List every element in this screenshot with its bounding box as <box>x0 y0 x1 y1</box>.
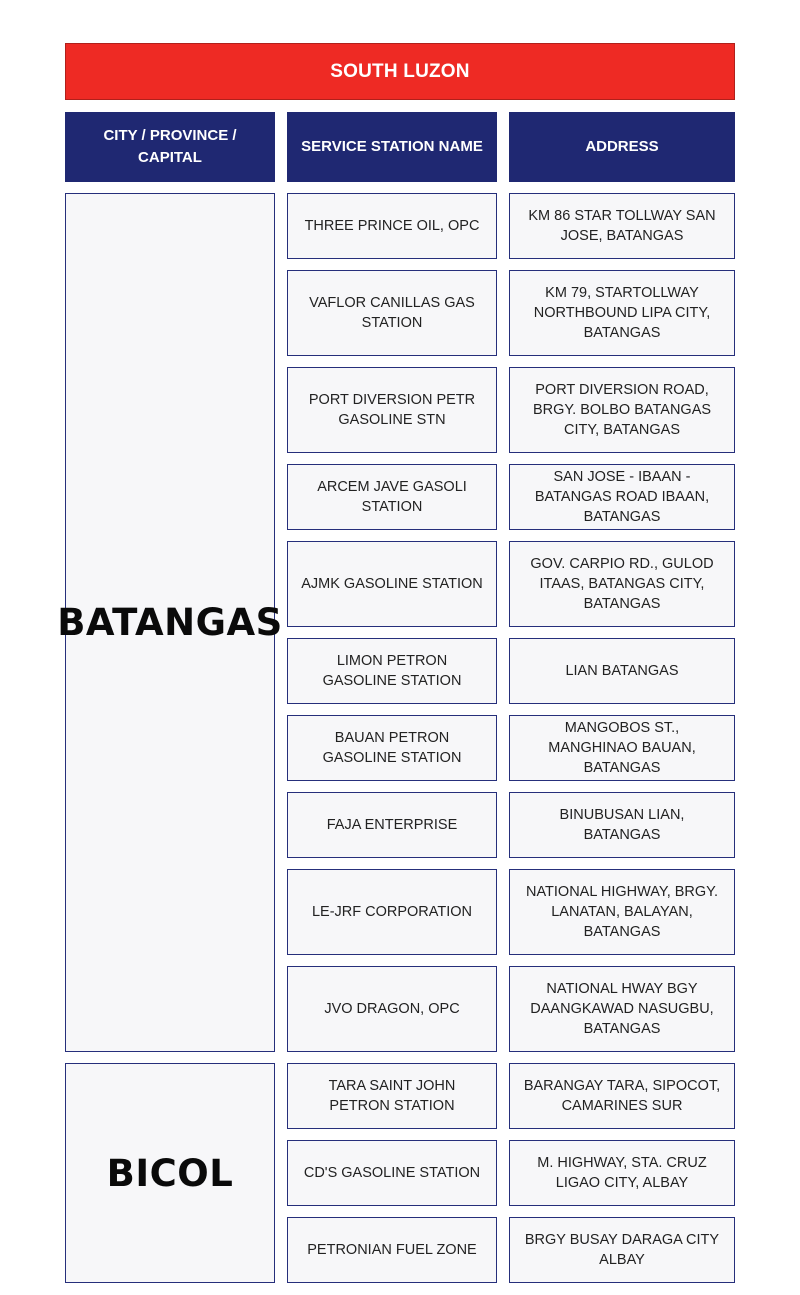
station-address-cell: MANGOBOS ST., MANGHINAO BAUAN, BATANGAS <box>509 715 735 781</box>
station-address-cell: NATIONAL HWAY BGY DAANGKAWAD NASUGBU, BATANGAS <box>509 966 735 1052</box>
station-address-cell: M. HIGHWAY, STA. CRUZ LIGAO CITY, ALBAY <box>509 1140 735 1206</box>
station-address-cell: BARANGAY TARA, SIPOCOT, CAMARINES SUR <box>509 1063 735 1129</box>
station-address-cell: PORT DIVERSION ROAD, BRGY. BOLBO BATANGAS CITY, BATANGAS <box>509 367 735 453</box>
station-address-cell: BINUBUSAN LIAN, BATANGAS <box>509 792 735 858</box>
station-address-cell: LIAN BATANGAS <box>509 638 735 704</box>
station-name-cell: LE-JRF CORPORATION <box>287 869 497 955</box>
station-address-cell: KM 86 STAR TOLLWAY SAN JOSE, BATANGAS <box>509 193 735 259</box>
station-address-cell: KM 79, STARTOLLWAY NORTHBOUND LIPA CITY, BATANGAS <box>509 270 735 356</box>
station-name-cell: BAUAN PETRON GASOLINE STATION <box>287 715 497 781</box>
station-address-cell: SAN JOSE - IBAAN - BATANGAS ROAD IBAAN, BATANGAS <box>509 464 735 530</box>
header-address: ADDRESS <box>509 112 735 182</box>
station-name-cell: AJMK GASOLINE STATION <box>287 541 497 627</box>
station-name-cell: LIMON PETRON GASOLINE STATION <box>287 638 497 704</box>
region-title-banner: SOUTH LUZON <box>65 43 735 100</box>
station-name-cell: JVO DRAGON, OPC <box>287 966 497 1052</box>
station-name-cell: PETRONIAN FUEL ZONE <box>287 1217 497 1283</box>
station-name-cell: CD'S GASOLINE STATION <box>287 1140 497 1206</box>
station-address-cell: BRGY BUSAY DARAGA CITY ALBAY <box>509 1217 735 1283</box>
station-name-cell: ARCEM JAVE GASOLI STATION <box>287 464 497 530</box>
station-address-cell: GOV. CARPIO RD., GULOD ITAAS, BATANGAS CITY, BATANGAS <box>509 541 735 627</box>
header-province: CITY / PROVINCE / CAPITAL <box>65 112 275 182</box>
station-name-cell: THREE PRINCE OIL, OPC <box>287 193 497 259</box>
station-name-cell: VAFLOR CANILLAS GAS STATION <box>287 270 497 356</box>
station-name-cell: PORT DIVERSION PETR GASOLINE STN <box>287 367 497 453</box>
province-cell-batangas: BATANGAS <box>65 193 275 1052</box>
station-name-cell: FAJA ENTERPRISE <box>287 792 497 858</box>
header-station-name: SERVICE STATION NAME <box>287 112 497 182</box>
province-cell-bicol: BICOL <box>65 1063 275 1283</box>
station-address-cell: NATIONAL HIGHWAY, BRGY. LANATAN, BALAYAN, BATANGAS <box>509 869 735 955</box>
station-name-cell: TARA SAINT JOHN PETRON STATION <box>287 1063 497 1129</box>
